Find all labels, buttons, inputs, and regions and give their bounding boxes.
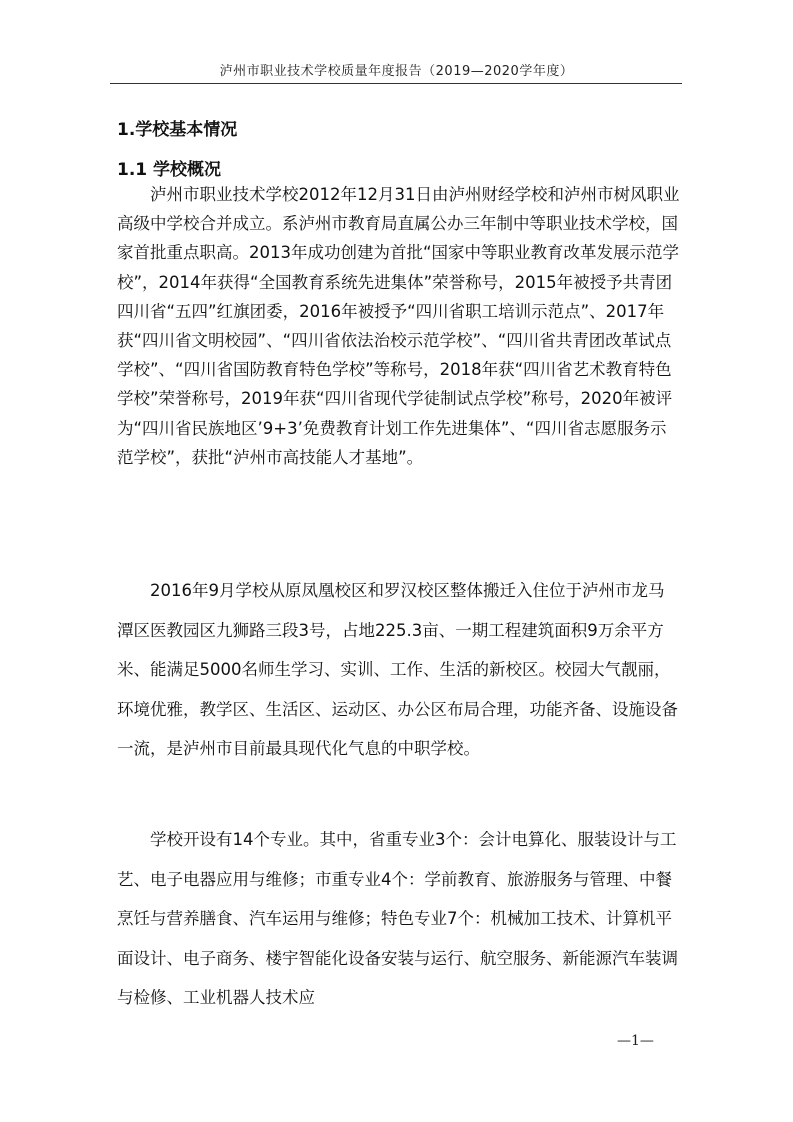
running-header: 泸州市职业技术学校质量年度报告（2019—2020学年度） xyxy=(219,64,574,79)
page-number: —1— xyxy=(617,1033,654,1049)
section-heading-1-1: 1.1 学校概况 xyxy=(117,160,222,180)
paragraph-majors: 学校开设有14个专业。其中，省重专业3个：会计电算化、服装设计与工艺、电子电器应用与维修；市重专业4个：学前教育、旅游服务与管理、中餐烹饪与营养膳食、汽车运用与维修；特色专业7个：机械加工技术、计算机平面设计、电子商务、楼宇智能化设备安装与运行、航空服务、新能源汽车装调与检修、工业机器人技术应 xyxy=(117,830,678,1008)
paragraph-campus: 2016年9月学校从原凤凰校区和罗汉校区整体搬迁入住位于泸州市龙马潭区医教园区九狮路三段3号，占地225.3亩、一期工程建筑面积9万余平方米、能满足5000名师生学习、实训、工作、生活的新校区。校园大气靓丽，环境优雅，教学区、生活区、运动区、办公区布局合理，功能齐备、设施设备一流，是泸州市目前最具现代化气息的中职学校。 xyxy=(117,581,678,759)
paragraph-school-overview: 泸州市职业技术学校2012年12月31日由泸州财经学校和泸州市树风职业高级中学校合并成立。系泸州市教育局直属公办三年制中等职业技术学校，国家首批重点职高。2013年成功创建为首批“国家中等职业教育改革发展示范学校”，2014年获得“全国教育系统先进集体”荣誉称号，2015年被授予共青团四川省“五四”红旗团委，2016年被授予“四川省职工培训示范点”、2017年获“四川省文明校园”、“四川省依法治校示范学校”、“四川省共青团改革试点学校”、“四川省国防教育特色学校”等称号，2018年获“四川省艺术教育特色学校”荣誉称号，2019年获“四川省现代学徒制试点学校”称号，2020年被评为“四川省民族地区’9+3’免费教育计划工作先进集体”、“四川省志愿服务示范学校”，获批“泸州市高技能人才基地”。 xyxy=(117,185,680,467)
section-heading-1: 1.学校基本情况 xyxy=(117,120,238,140)
header-rule xyxy=(110,83,682,84)
